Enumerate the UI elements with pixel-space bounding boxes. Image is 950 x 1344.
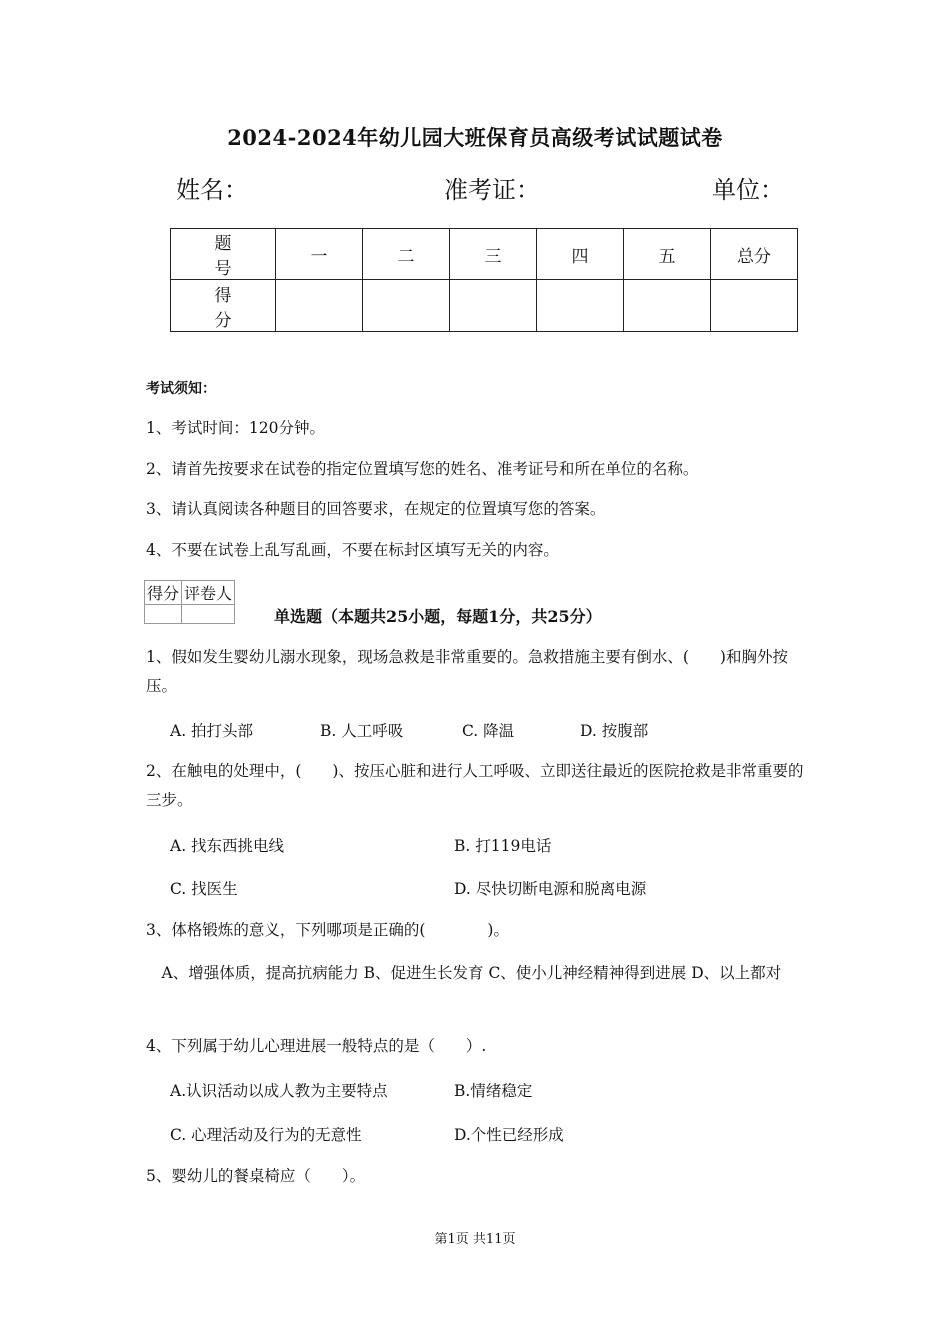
option[interactable]: B. 人工呼吸: [320, 722, 404, 740]
score-header-label: 题 号: [171, 229, 276, 280]
score-table: [170, 228, 798, 332]
score-header-cell: 四: [537, 229, 624, 280]
page-footer: 第1页 共11页: [434, 1232, 516, 1247]
options-line: A、增强体质，提高抗病能力 B、促进生长发育 C、使小儿神经精神得到进展 D、以上都对: [146, 964, 782, 982]
option[interactable]: B.情绪稳定: [454, 1082, 533, 1100]
page-title: 2024-2024年幼儿园大班保育员高级考试试题试卷: [227, 125, 723, 150]
option[interactable]: B. 打119电话: [454, 837, 552, 855]
score-entry-cell[interactable]: [624, 280, 711, 332]
score-header-cell: 二: [363, 229, 450, 280]
grader-box-grader-label: 评卷人: [182, 581, 235, 605]
option[interactable]: C. 心理活动及行为的无意性: [170, 1126, 362, 1144]
score-entry-cell[interactable]: [276, 280, 363, 332]
grader-box-score-label: 得分: [145, 581, 182, 605]
grader-box-grader-entry[interactable]: [182, 605, 235, 624]
notice-item: 3、请认真阅读各种题目的回答要求，在规定的位置填写您的答案。: [146, 500, 606, 518]
unit-field-label: 单位：: [712, 176, 784, 204]
score-entry-cell[interactable]: [537, 280, 624, 332]
option[interactable]: D. 按腹部: [580, 722, 649, 740]
score-table-header-row: [171, 229, 798, 280]
question-text: 5、婴幼儿的餐桌椅应（ ）。: [146, 1167, 366, 1185]
score-row-label: 得 分: [171, 280, 276, 332]
notice-heading: 考试须知：: [146, 381, 216, 397]
option[interactable]: A. 找东西挑电线: [170, 837, 285, 855]
notice-item: 4、不要在试卷上乱写乱画，不要在标封区填写无关的内容。: [146, 541, 559, 559]
score-header-cell: 三: [450, 229, 537, 280]
option[interactable]: C. 找医生: [170, 880, 238, 898]
option[interactable]: A. 拍打头部: [170, 722, 254, 740]
option[interactable]: D.个性已经形成: [454, 1126, 564, 1144]
score-header-cell: 五: [624, 229, 711, 280]
score-entry-cell[interactable]: [363, 280, 450, 332]
notice-item: 1、考试时间：120分钟。: [146, 419, 325, 437]
grader-box: [144, 580, 235, 624]
option[interactable]: D. 尽快切断电源和脱离电源: [454, 880, 647, 898]
score-entry-cell[interactable]: [450, 280, 537, 332]
exam-id-field-label: 准考证：: [444, 176, 540, 204]
question-text: 3、体格锻炼的意义，下列哪项是正确的( )。: [146, 921, 509, 939]
score-entry-cell[interactable]: [711, 280, 798, 332]
option[interactable]: C. 降温: [462, 722, 515, 740]
section-title: 单选题（本题共25小题，每题1分，共25分）: [274, 607, 602, 626]
score-table-score-row: [171, 280, 798, 332]
score-header-cell: 总分: [711, 229, 798, 280]
grader-box-score-entry[interactable]: [145, 605, 182, 624]
notice-item: 2、请首先按要求在试卷的指定位置填写您的姓名、准考证号和所在单位的名称。: [146, 460, 699, 478]
question-text: 2、在触电的处理中，( )、按压心脏和进行人工呼吸、立即送往最近的医院抢救是非常重要的三步。: [146, 762, 804, 809]
name-field-label: 姓名：: [176, 176, 248, 204]
question-text: 1、假如发生婴幼儿溺水现象，现场急救是非常重要的。急救措施主要有倒水、( )和胸外按压。: [146, 648, 788, 695]
score-header-cell: 一: [276, 229, 363, 280]
question-text: 4、下列属于幼儿心理进展一般特点的是（ ）.: [146, 1037, 487, 1055]
option[interactable]: A.认识活动以成人教为主要特点: [170, 1082, 388, 1100]
